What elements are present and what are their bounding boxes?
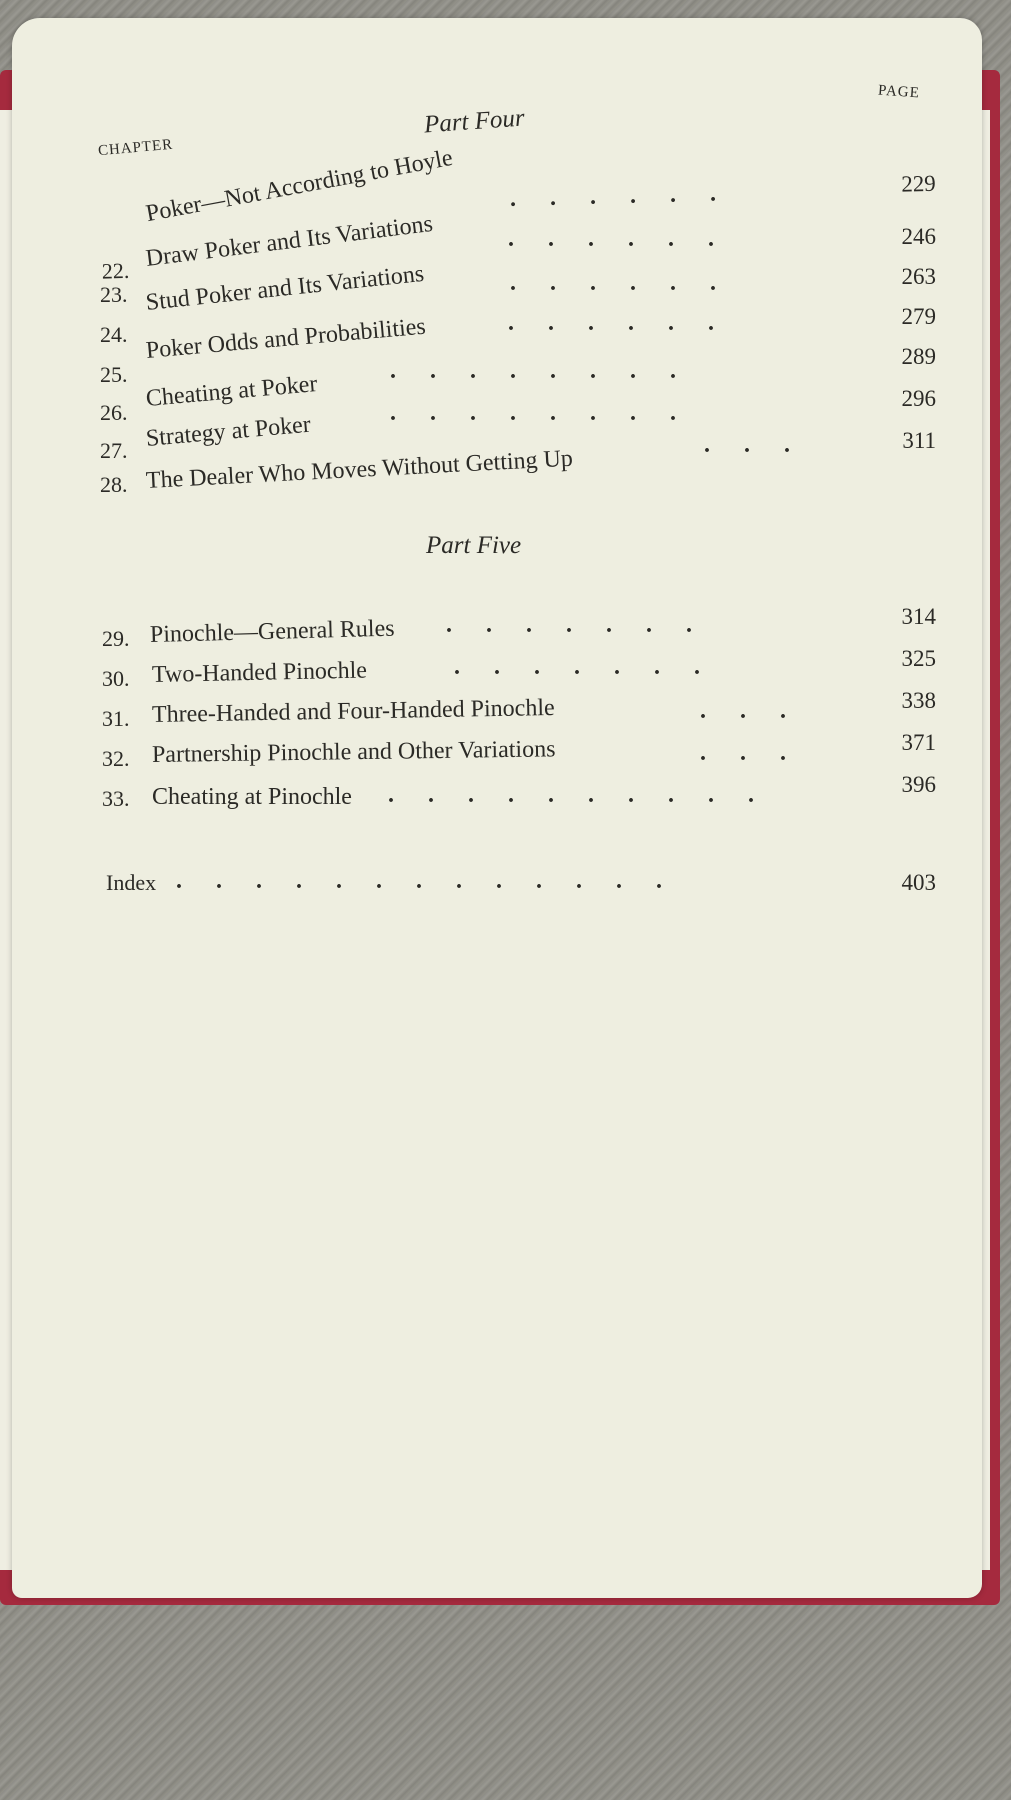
dot-leader: . . . — [700, 740, 800, 766]
toc-entry[interactable] — [0, 772, 1011, 811]
chapter-number: 31. — [102, 706, 130, 731]
dot-leader: . . . — [704, 432, 804, 458]
page-number: 325 — [901, 646, 936, 671]
chapter-title: Poker—Not According to Hoyle — [143, 144, 455, 228]
dot-leader: . . . . . . . — [446, 612, 706, 638]
part-five-heading: Part Five — [426, 532, 522, 559]
page-number: 311 — [902, 428, 936, 453]
toc-entry-index[interactable] — [0, 870, 1011, 904]
chapter-title: Cheating at Pinochle — [152, 784, 352, 810]
dot-leader: . . . — [700, 698, 800, 724]
chapter-number: 27. — [100, 438, 128, 463]
chapter-number: 22. — [101, 257, 130, 284]
index-title: Index — [106, 870, 157, 895]
page-number: 314 — [901, 604, 936, 629]
chapter-number: 33. — [102, 786, 130, 811]
dot-leader: . . . . . . — [510, 270, 730, 296]
toc-entry[interactable] — [0, 688, 1011, 731]
toc-entry[interactable] — [0, 730, 1011, 771]
chapter-title: Three-Handed and Four-Handed Pinochle — [151, 694, 555, 728]
page-number: 229 — [900, 170, 937, 197]
page-number: 289 — [901, 344, 936, 369]
chapter-number: 25. — [100, 362, 128, 387]
chapter-number: 24. — [100, 322, 128, 347]
chapter-title: Cheating at Poker — [144, 371, 319, 412]
chapter-title: Partnership Pinochle and Other Variations — [151, 736, 556, 768]
chapter-number: 30. — [102, 666, 130, 691]
dot-leader: . . . . . . — [508, 226, 728, 252]
chapter-title: Pinochle—General Rules — [149, 615, 395, 648]
chapter-title: Poker Odds and Probabilities — [144, 313, 427, 364]
page-number: 279 — [901, 304, 936, 329]
chapter-column-label: CHAPTER — [97, 136, 174, 160]
chapter-number: 29. — [102, 626, 130, 651]
dot-leader: . . . . . . . . . . . . . — [176, 868, 676, 894]
toc-entry[interactable] — [0, 604, 1011, 651]
chapter-number: 32. — [102, 746, 130, 771]
dot-leader: . . . . . . . . — [390, 358, 690, 384]
chapter-title: The Dealer Who Moves Without Getting Up — [145, 445, 574, 494]
page-number: 338 — [901, 688, 936, 713]
page-column-label: PAGE — [877, 82, 921, 102]
toc-entry[interactable] — [0, 646, 1011, 691]
page-number: 403 — [901, 870, 936, 895]
dot-leader: . . . . . . . — [454, 654, 714, 680]
page-number: 296 — [901, 386, 936, 411]
chapter-number: 28. — [100, 472, 128, 497]
dot-leader: . . . . . . . . — [390, 400, 690, 426]
dot-leader: . . . . . . — [508, 310, 728, 336]
chapter-title: Stud Poker and Its Variations — [144, 260, 426, 316]
dot-leader: . . . . . . — [509, 180, 731, 212]
chapter-title: Strategy at Poker — [144, 411, 312, 452]
page-number: 371 — [901, 730, 936, 755]
chapter-title: Two-Handed Pinochle — [151, 657, 368, 688]
page-number: 396 — [901, 772, 936, 797]
part-four-heading: Part Four — [423, 104, 526, 139]
chapter-number: 26. — [100, 400, 128, 425]
chapter-title: Draw Poker and Its Variations — [144, 210, 435, 272]
page-number: 246 — [901, 224, 936, 249]
page-number: 263 — [901, 264, 936, 289]
dot-leader: . . . . . . . . . . — [388, 782, 768, 808]
chapter-number: 23. — [100, 282, 128, 307]
toc-entry[interactable] — [0, 424, 1011, 497]
